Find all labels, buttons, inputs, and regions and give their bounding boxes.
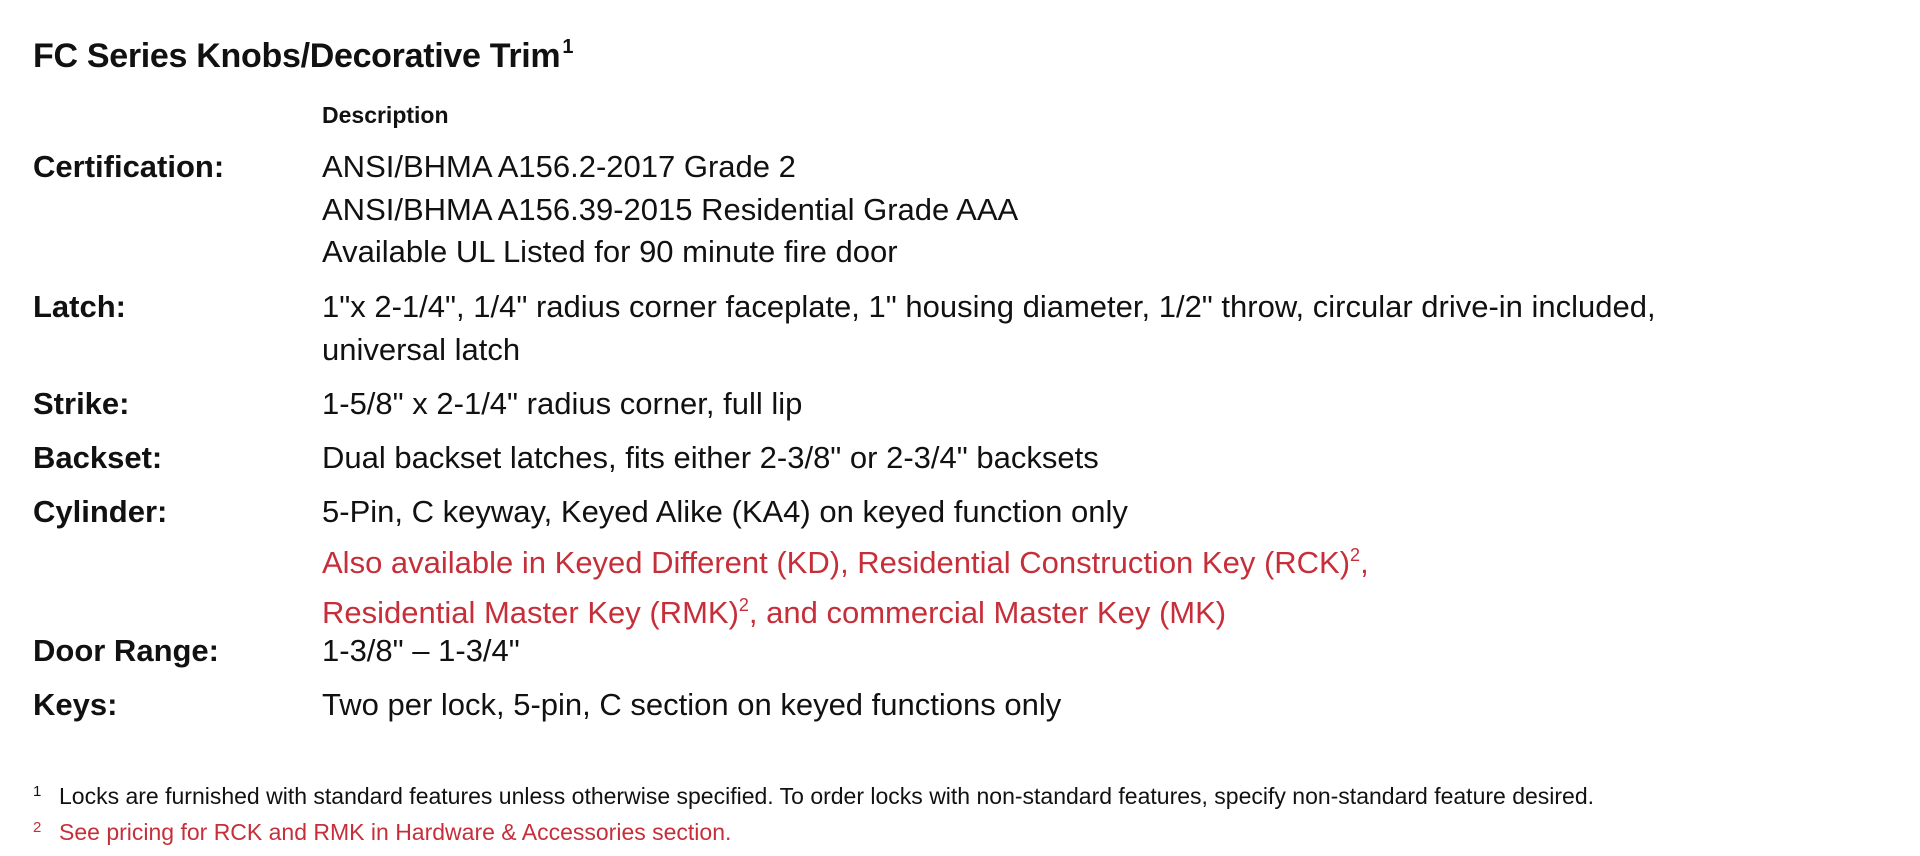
cylinder-options-text: Also available in Keyed Different (KD), Residential Construction Key (RCK): [322, 544, 1351, 580]
footnotes: [33, 776, 1913, 848]
page-title: [33, 36, 573, 76]
spec-value-door-range: [322, 630, 1912, 673]
spec-label-door-range: Door Range:: [33, 633, 219, 668]
spec-label-certification: Certification:: [33, 149, 225, 184]
cylinder-options-tail: ,: [1360, 544, 1369, 580]
footnote-text: Locks are furnished with standard features unless otherwise specified. To order locks with non-standard features, specify non-standard feature desired.: [59, 783, 1595, 809]
spec-value-latch: [322, 286, 1912, 371]
spec-label-latch: Latch:: [33, 289, 126, 324]
spec-line-red: [322, 584, 1912, 635]
footnote-text: See pricing for RCK and RMK in Hardware & Accessories section.: [59, 819, 732, 845]
cylinder-master-key-text: Residential Master Key (RMK): [322, 595, 739, 630]
footnote-mark: 2: [738, 595, 749, 615]
spec-value-keys: [322, 684, 1912, 727]
spec-line: ANSI/BHMA A156.2-2017 Grade 2: [322, 149, 796, 184]
spec-label-strike: Strike:: [33, 386, 130, 421]
spec-line: Dual backset latches, fits either 2-3/8" or 2-3/4" backsets: [322, 440, 1099, 475]
footnote-2: [33, 812, 1913, 848]
description-column-header: Description: [322, 102, 449, 128]
spec-line: 1-5/8" x 2-1/4" radius corner, full lip: [322, 386, 803, 421]
spec-line: 5-Pin, C keyway, Keyed Alike (KA4) on keyed function only: [322, 494, 1128, 529]
spec-line: universal latch: [322, 331, 521, 367]
footnote-mark: 1: [33, 783, 42, 800]
spec-label-cylinder: Cylinder:: [33, 494, 168, 529]
spec-value-certification: [322, 146, 1912, 274]
spec-label-backset: Backset:: [33, 440, 163, 475]
footnote-mark: 2: [33, 819, 42, 836]
footnote-1: [33, 776, 1913, 812]
spec-line-red: [322, 534, 1912, 585]
spec-line: Two per lock, 5-pin, C section on keyed functions only: [322, 687, 1062, 722]
page-title-text: FC Series Knobs/Decorative Trim: [33, 37, 561, 75]
spec-line: Available UL Listed for 90 minute fire door: [322, 234, 898, 269]
spec-value-cylinder: [322, 491, 1912, 635]
footnote-mark: 2: [1350, 544, 1361, 565]
cylinder-master-key-tail: , and commercial Master Key (MK): [748, 595, 1227, 630]
spec-value-backset: [322, 437, 1912, 480]
spec-line: 1"x 2-1/4", 1/4" radius corner faceplate, 1" housing diameter, 1/2" throw, circular drive-in included,: [322, 289, 1656, 324]
spec-line: ANSI/BHMA A156.39-2015 Residential Grade AAA: [322, 191, 1019, 227]
title-footnote-mark: 1: [562, 36, 574, 58]
spec-label-keys: Keys:: [33, 687, 118, 722]
spec-value-strike: [322, 383, 1912, 426]
spec-line: 1-3/8" – 1-3/4": [322, 633, 520, 668]
